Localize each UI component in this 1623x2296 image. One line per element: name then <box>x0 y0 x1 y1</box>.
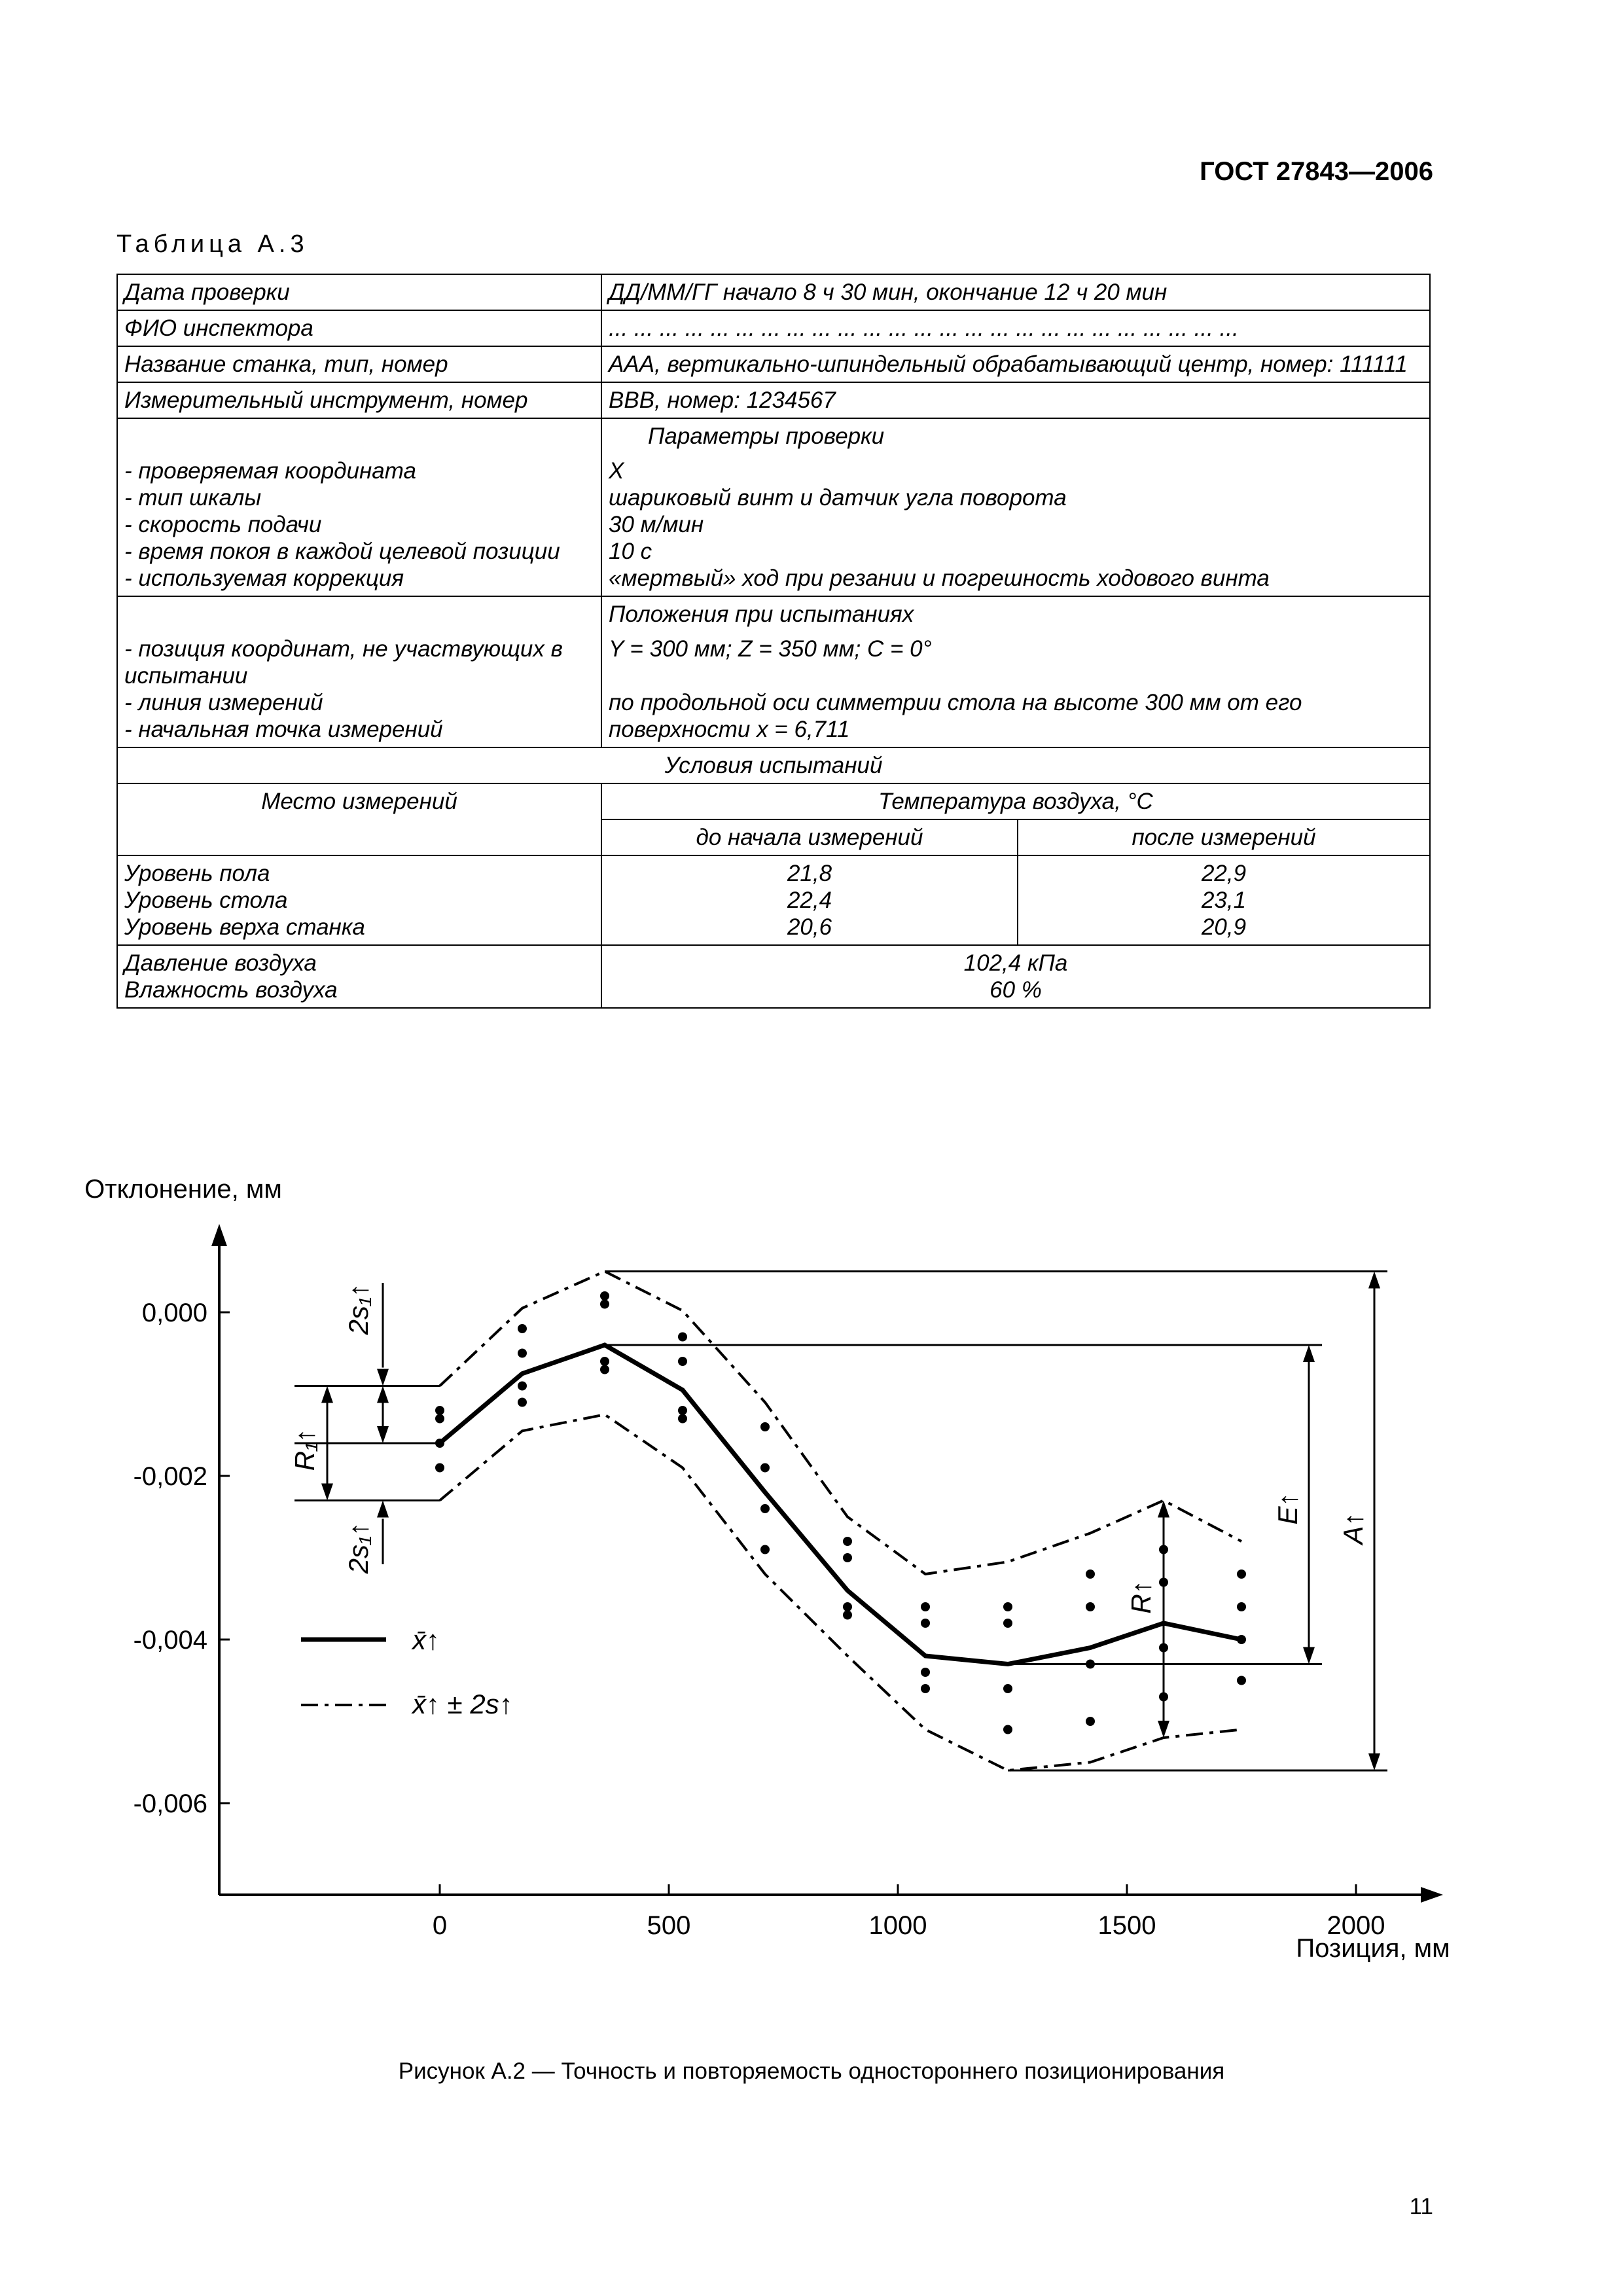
page-number: 11 <box>1409 2194 1433 2219</box>
row-label: ФИО инспектора <box>117 310 601 346</box>
levels-labels <box>117 855 601 945</box>
after-value: 23,1 <box>1201 888 1247 913</box>
after-value: 20,9 <box>1201 914 1247 940</box>
r1-dimension-arrow-top <box>321 1386 333 1403</box>
r-dimension-arrow-bottom <box>1158 1721 1169 1738</box>
level-label: Уровень стола <box>124 888 288 913</box>
pressure-label: Давление воздуха <box>124 950 317 976</box>
row-value: ААА, вертикально-шпиндельный обрабатывающий центр, номер: 111111 <box>601 346 1430 382</box>
data-point <box>843 1602 852 1611</box>
data-point <box>678 1414 687 1424</box>
data-point <box>1086 1570 1095 1579</box>
params-labels <box>117 454 601 596</box>
after-value: 22,9 <box>1201 861 1247 886</box>
x-tick-label: 1500 <box>1097 1911 1156 1940</box>
conditions-title-row <box>117 747 1430 783</box>
x-axis-arrow <box>1421 1887 1443 1903</box>
s1-bottom-arrow <box>377 1501 389 1518</box>
table-caption: Таблица А.3 <box>116 230 309 258</box>
legend-band-label: x̄↑ ± 2s↑ <box>412 1689 513 1719</box>
x-axis-label: Позиция, мм <box>1296 1934 1450 1963</box>
deviation-chart <box>0 1152 1623 2016</box>
series-line <box>440 1414 1241 1770</box>
data-point <box>921 1684 930 1693</box>
param-label: - используемая коррекция <box>124 565 404 591</box>
data-point <box>760 1545 770 1554</box>
s1-upper-label: 2s₁↑ <box>343 1283 374 1335</box>
chart-series <box>440 1272 1241 1771</box>
row-label: Название станка, тип, номер <box>117 346 601 382</box>
temp-header: Температура воздуха, °С <box>601 783 1430 819</box>
position-value: по продольной оси симметрии стола на высоте 300 мм от его поверхности x = 6,711 <box>609 690 1302 742</box>
y-axis-label: Отклонение, мм <box>84 1175 282 1204</box>
data-point <box>1237 1602 1246 1611</box>
x-tick-label: 500 <box>647 1911 691 1940</box>
row-label: Дата проверки <box>117 274 601 310</box>
table-row <box>117 346 1430 382</box>
data-point <box>518 1324 527 1333</box>
series-line <box>440 1345 1241 1664</box>
data-point <box>760 1422 770 1431</box>
data-point <box>600 1291 609 1300</box>
humidity-label: Влажность воздуха <box>124 977 338 1003</box>
air-row <box>117 945 1430 1008</box>
x-tick-label: 0 <box>432 1911 448 1940</box>
e-dimension-arrow-bottom <box>1303 1647 1315 1664</box>
air-labels <box>117 945 601 1008</box>
data-point <box>921 1619 930 1628</box>
data-point <box>1086 1717 1095 1726</box>
position-label: - позиция координат, не участвующих в испытании <box>124 636 563 689</box>
conditions-header-row <box>117 783 1430 819</box>
table-row <box>117 382 1430 418</box>
data-point <box>760 1463 770 1473</box>
param-label: - скорость подачи <box>124 512 322 537</box>
row-label: Измерительный инструмент, номер <box>117 382 601 418</box>
before-value: 21,8 <box>787 861 832 886</box>
conditions-title: Условия испытаний <box>117 747 1430 783</box>
place-header: Место измерений <box>117 783 601 855</box>
positions-title-row <box>117 596 1430 632</box>
data-point <box>1237 1570 1246 1579</box>
a-label: A↑ <box>1338 1512 1368 1545</box>
figure-caption: Рисунок А.2 — Точность и повторяемость одностороннего позиционирования <box>398 2058 1225 2084</box>
s1-mid-dimension-arrow-bottom <box>377 1426 389 1443</box>
data-point <box>1003 1619 1012 1628</box>
param-value: «мертвый» ход при резании и погрешность ходового винта <box>609 565 1270 591</box>
data-point <box>1003 1725 1012 1734</box>
data-point <box>678 1333 687 1342</box>
data-point <box>921 1602 930 1611</box>
data-point <box>843 1553 852 1562</box>
before-value: 22,4 <box>787 888 832 913</box>
s1-top-arrow <box>377 1369 389 1386</box>
before-value: 20,6 <box>787 914 832 940</box>
data-point <box>921 1668 930 1677</box>
data-point <box>1086 1602 1095 1611</box>
a-dimension-arrow-bottom <box>1368 1753 1380 1770</box>
data-point <box>760 1504 770 1513</box>
inspection-table <box>116 274 1431 1009</box>
params-row <box>117 454 1430 596</box>
row-value: ВВВ, номер: 1234567 <box>601 382 1430 418</box>
document-code: ГОСТ 27843—2006 <box>1200 157 1433 186</box>
position-label: - начальная точка измерений <box>124 717 443 742</box>
data-point <box>435 1414 444 1424</box>
level-label: Уровень пола <box>124 861 270 886</box>
data-point <box>1003 1684 1012 1693</box>
position-label: - линия измерений <box>124 690 323 715</box>
after-values <box>1018 855 1430 945</box>
positions-labels <box>117 632 601 747</box>
e-dimension-arrow-top <box>1303 1345 1315 1362</box>
param-value: X <box>609 458 624 484</box>
data-point <box>518 1349 527 1358</box>
positions-values <box>601 632 1430 747</box>
data-point <box>435 1463 444 1473</box>
air-values <box>601 945 1430 1008</box>
y-tick-label: -0,004 <box>133 1626 207 1655</box>
param-label: - проверяемая координата <box>124 458 416 484</box>
param-value: шариковый винт и датчик угла поворота <box>609 485 1067 511</box>
s1-lower-label: 2s₁↑ <box>343 1522 374 1574</box>
humidity-value: 60 % <box>990 977 1042 1003</box>
data-point <box>435 1406 444 1415</box>
positions-title: Положения при испытаниях <box>601 596 1430 632</box>
data-point <box>518 1398 527 1407</box>
r-label: R↑ <box>1126 1580 1156 1614</box>
r1-dimension-arrow-bottom <box>321 1484 333 1501</box>
data-point <box>600 1300 609 1309</box>
position-value: Y = 300 мм; Z = 350 мм; C = 0° <box>609 636 932 662</box>
y-tick-label: 0,000 <box>141 1299 207 1327</box>
row-value: ... ... ... ... ... ... ... ... ... ... ... ... ... ... ... ... ... ... ... ... ... ... ... ... ... <box>601 310 1430 346</box>
row-value: ДД/ММ/ГГ начало 8 ч 30 мин, окончание 12 ч 20 мин <box>601 274 1430 310</box>
param-label: - тип шкалы <box>124 485 262 511</box>
positions-row <box>117 632 1430 747</box>
param-value: 10 с <box>609 539 652 564</box>
data-point <box>600 1365 609 1374</box>
data-point <box>1237 1676 1246 1685</box>
data-point <box>843 1537 852 1546</box>
params-title: Параметры проверки <box>601 418 1430 454</box>
x-tick-label: 1000 <box>868 1911 927 1940</box>
chart-legend <box>301 1624 513 1719</box>
param-label: - время покоя в каждой целевой позиции <box>124 539 560 564</box>
x-tick-label: 2000 <box>1327 1911 1385 1940</box>
r1-label: R₁↑ <box>289 1428 320 1471</box>
y-tick-label: -0,006 <box>133 1789 207 1818</box>
levels-row <box>117 855 1430 945</box>
chart-axes <box>84 1175 1450 1963</box>
data-point <box>1237 1635 1246 1644</box>
a-dimension-arrow-top <box>1368 1272 1380 1289</box>
param-value: 30 м/мин <box>609 512 704 537</box>
data-point <box>843 1611 852 1620</box>
legend-mean-label: x̄↑ <box>412 1624 440 1655</box>
data-point <box>600 1357 609 1366</box>
y-tick-label: -0,002 <box>133 1462 207 1491</box>
data-point <box>1003 1602 1012 1611</box>
params-values <box>601 454 1430 596</box>
data-point <box>678 1357 687 1366</box>
table-row <box>117 310 1430 346</box>
chart-points <box>435 1291 1246 1734</box>
pressure-value: 102,4 кПа <box>963 950 1068 976</box>
params-title-row <box>117 418 1430 454</box>
before-values <box>601 855 1018 945</box>
e-label: E↑ <box>1272 1492 1303 1525</box>
level-label: Уровень верха станка <box>124 914 365 940</box>
after-header: после измерений <box>1018 819 1430 855</box>
before-header: до начала измерений <box>601 819 1018 855</box>
data-point <box>518 1382 527 1391</box>
table-row <box>117 274 1430 310</box>
s1-mid-dimension-arrow-top <box>377 1386 389 1403</box>
y-axis-arrow <box>211 1224 227 1246</box>
data-point <box>678 1406 687 1415</box>
